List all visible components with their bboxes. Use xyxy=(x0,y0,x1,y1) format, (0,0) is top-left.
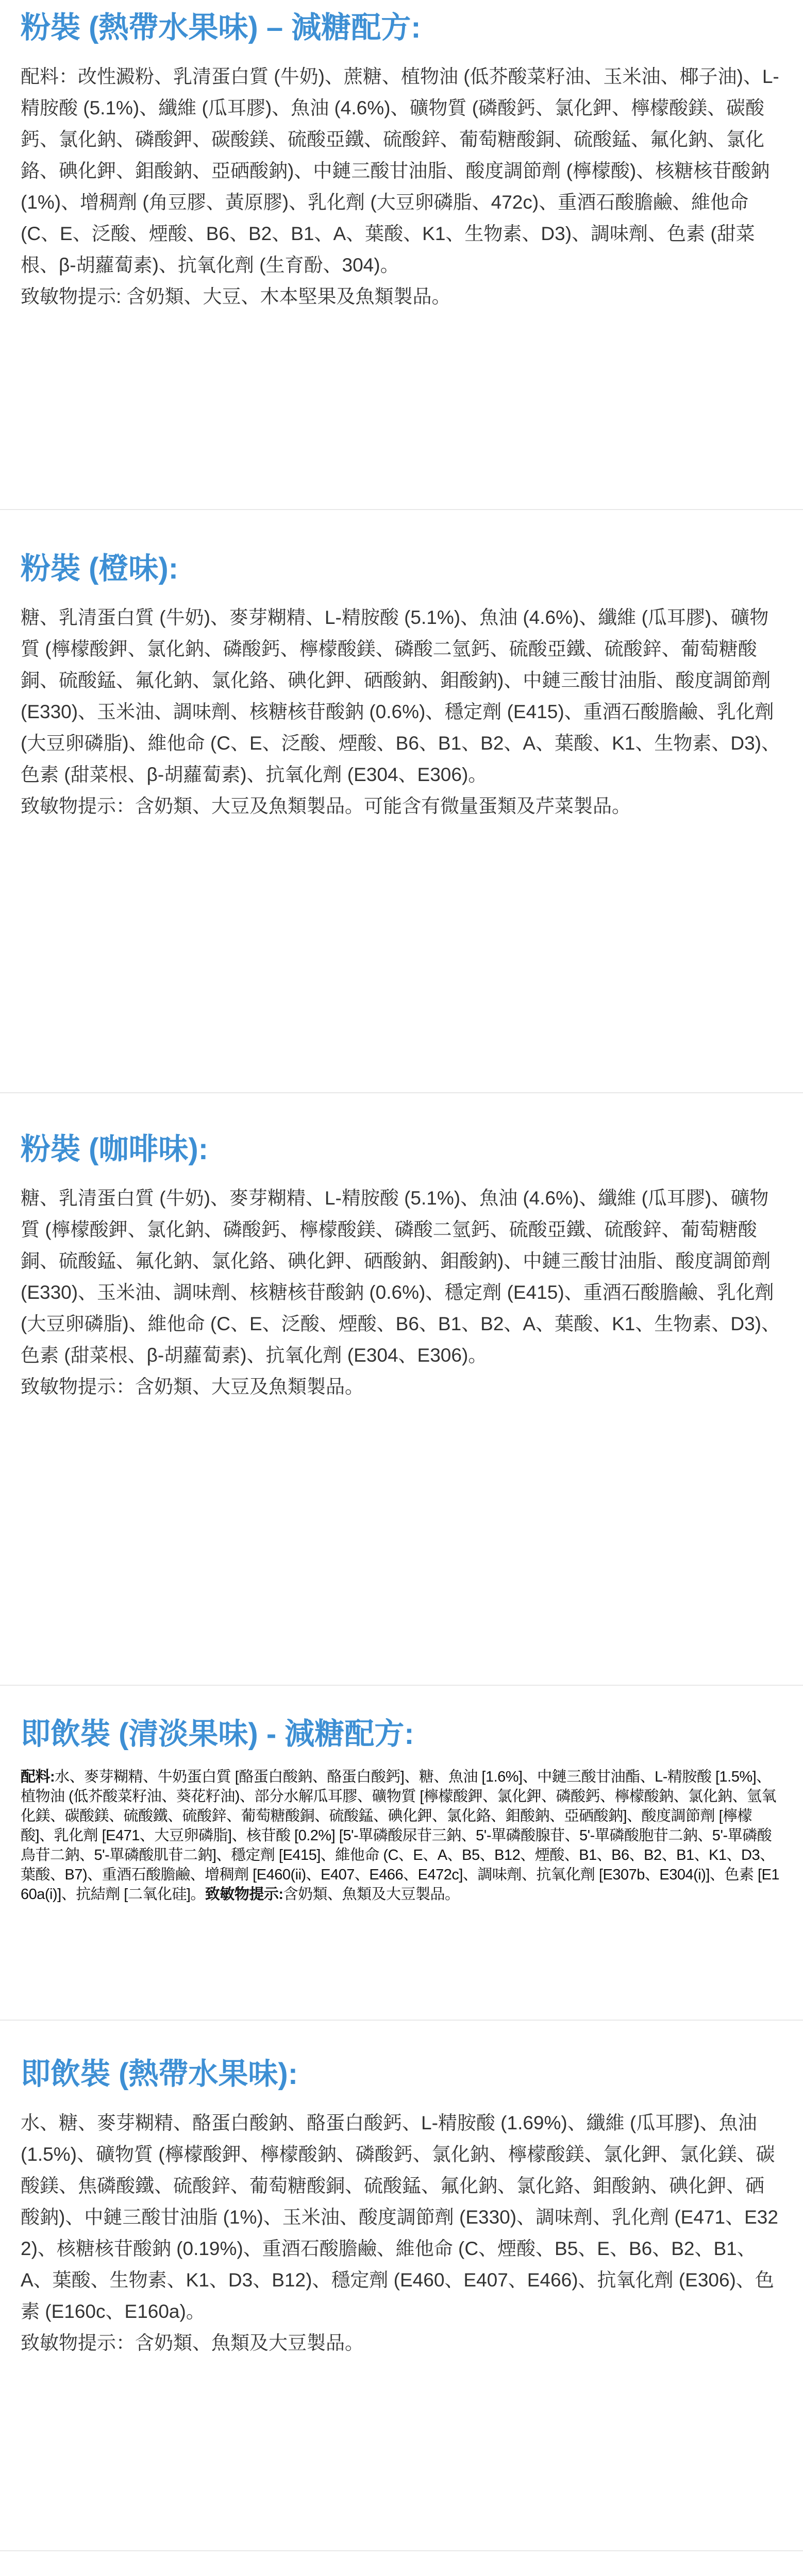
ingredients-list: 水、麥芽糊精、牛奶蛋白質 [酪蛋白酸鈉、酪蛋白酸鈣]、糖、魚油 [1.6%]、中鏈三酸甘油酯、L-精胺酸 [1.5%]、植物油 (低芥酸菜籽油、葵花籽油)、部分水解瓜耳膠、礦物質 [檸檬酸鉀、氯化鉀、磷酸鈣、檸檬酸鈉、氯化鈉、氫氧化鎂、碳酸鎂、硫酸鐵、硫酸鋅、葡萄糖酸銅、硫酸錳、碘化鉀、氯化鉻、鉬酸鈉、亞硒酸鈉]、酸度調節劑 [檸檬酸]、乳化劑 [E471、大豆卵磷脂]、核苷酸 [0.2%] [5'-單磷酸尿苷三鈉、5'-單磷酸腺苷、5'-單磷酸胞苷二鈉、5'-單磷酸鳥苷二鈉、5'-單磷酸肌苷二鈉]、穩定劑 [E415]、維他命 (C、E、A、B5、B12、煙酸、B1、B6、B2、B1、K1、D3、葉酸、B7)、重酒石酸膽鹼、增稠劑 [E460(ii)、E407、E466、E472c]、調味劑、抗氧化劑 [E307b、E304(i)]、色素 [E160a(i)]、抗結劑 [二氧化硅]。 xyxy=(21,1769,780,1903)
section-title: 粉裝 (咖啡味): xyxy=(21,1132,209,1166)
allergen-note: 含奶類、魚類及大豆製品。 xyxy=(283,1886,460,1903)
ingredients-list: 改性澱粉、乳清蛋白質 (牛奶)、蔗糖、植物油 (低芥酸菜籽油、玉米油、椰子油)、L-精胺酸 (5.1%)、纖維 (瓜耳膠)、魚油 (4.6%)、礦物質 (磷酸鈣、氯化鉀、檸檬酸鎂、碳酸鈣、氯化鈉、磷酸鉀、碳酸鎂、硫酸亞鐵、硫酸鋅、葡萄糖酸銅、硫酸錳、氟化鈉、氯化鉻、碘化鉀、鉬酸鈉、亞硒酸鈉)、中鏈三酸甘油脂、酸度調節劑 (檸檬酸)、核糖核苷酸鈉 (1%)、增稠劑 (角豆膠、黃原膠)、乳化劑 (大豆卵磷脂、472c)、重酒石酸膽鹼、維他命 (C、E、泛酸、煙酸、B6、B2、B1、A、葉酸、K1、生物素、D3)、調味劑、色素 (甜菜根、β-胡蘿蔔素)、抗氧化劑 (生育酚、304)。 xyxy=(21,66,779,276)
section-rtd-tropical xyxy=(21,2056,782,2359)
allergen-note: 致敏物提示：含奶類、大豆及魚類製品。可能含有微量蛋類及芹菜製品。 xyxy=(21,795,631,817)
ingredients-label: 配料: xyxy=(21,1769,55,1785)
section-rtd-light-fruit xyxy=(21,1716,782,1904)
section-title: 即飲裝 (清淡果味) - 減糖配方: xyxy=(21,1717,414,1751)
ingredients-label: 配料： xyxy=(21,66,78,87)
divider xyxy=(0,509,803,510)
section-title: 即飲裝 (熱帶水果味): xyxy=(21,2057,298,2091)
section-title: 粉裝 (橙味): xyxy=(21,552,179,585)
section-title: 粉裝 (熱帶水果味) – 減糖配方: xyxy=(21,11,421,44)
section-powder-tropical xyxy=(21,9,782,312)
section-powder-coffee xyxy=(21,1131,782,1402)
divider xyxy=(0,1685,803,1686)
allergen-note: 致敏物提示：含奶類、大豆及魚類製品。 xyxy=(21,1376,364,1397)
divider xyxy=(0,2020,803,2021)
ingredients-list: 糖、乳清蛋白質 (牛奶)、麥芽糊精、L-精胺酸 (5.1%)、魚油 (4.6%)、纖維 (瓜耳膠)、礦物質 (檸檬酸鉀、氯化鈉、磷酸鈣、檸檬酸鎂、磷酸二氫鈣、硫酸亞鐵、硫酸鋅、葡萄糖酸銅、硫酸錳、氟化鈉、氯化鉻、碘化鉀、硒酸鈉、鉬酸鈉)、中鏈三酸甘油脂、酸度調節劑 (E330)、玉米油、調味劑、核糖核苷酸鈉 (0.6%)、穩定劑 (E415)、重酒石酸膽鹼、乳化劑 (大豆卵磷脂)、維他命 (C、E、泛酸、煙酸、B6、B1、B2、A、葉酸、K1、生物素、D3)、色素 (甜菜根、β-胡蘿蔔素)、抗氧化劑 (E304、E306)。 xyxy=(21,607,780,785)
allergen-label: 致敏物提示: xyxy=(205,1886,283,1903)
ingredients-text xyxy=(21,1767,782,1904)
allergen-note: 致敏物提示: 含奶類、大豆、木本堅果及魚類製品。 xyxy=(21,286,451,307)
allergen-note: 致敏物提示：含奶類、魚類及大豆製品。 xyxy=(21,2332,364,2353)
divider xyxy=(0,2550,803,2551)
ingredients-text xyxy=(21,61,782,281)
divider xyxy=(0,1092,803,1093)
ingredients-list: 水、糖、麥芽糊精、酪蛋白酸鈉、酪蛋白酸鈣、L-精胺酸 (1.69%)、纖維 (瓜耳膠)、魚油 (1.5%)、礦物質 (檸檬酸鉀、檸檬酸鈉、磷酸鈣、氯化鈉、檸檬酸鎂、氯化鉀、氯化鎂、碳酸鎂、焦磷酸鐵、硫酸鋅、葡萄糖酸銅、硫酸錳、氟化鈉、氯化鉻、鉬酸鈉、碘化鉀、硒酸鈉)、中鏈三酸甘油脂 (1%)、玉米油、酸度調節劑 (E330)、調味劑、乳化劑 (E471、E322)、核糖核苷酸鈉 (0.19%)、重酒石酸膽鹼、維他命 (C、煙酸、B5、E、B6、B2、B1、A、葉酸、生物素、K1、D3、B12)、穩定劑 (E460、E407、E466)、抗氧化劑 (E306)、色素 (E160c、E160a)。 xyxy=(21,2112,778,2322)
section-powder-orange xyxy=(21,550,782,822)
ingredients-list: 糖、乳清蛋白質 (牛奶)、麥芽糊精、L-精胺酸 (5.1%)、魚油 (4.6%)、纖維 (瓜耳膠)、礦物質 (檸檬酸鉀、氯化鈉、磷酸鈣、檸檬酸鎂、磷酸二氫鈣、硫酸亞鐵、硫酸鋅、葡萄糖酸銅、硫酸錳、氟化鈉、氯化鉻、碘化鉀、硒酸鈉、鉬酸鈉)、中鏈三酸甘油脂、酸度調節劑 (E330)、玉米油、調味劑、核糖核苷酸鈉 (0.6%)、穩定劑 (E415)、重酒石酸膽鹼、乳化劑 (大豆卵磷脂)、維他命 (C、E、泛酸、煙酸、B6、B1、B2、A、葉酸、K1、生物素、D3)、色素 (甜菜根、β-胡蘿蔔素)、抗氧化劑 (E304、E306)。 xyxy=(21,1188,780,1366)
